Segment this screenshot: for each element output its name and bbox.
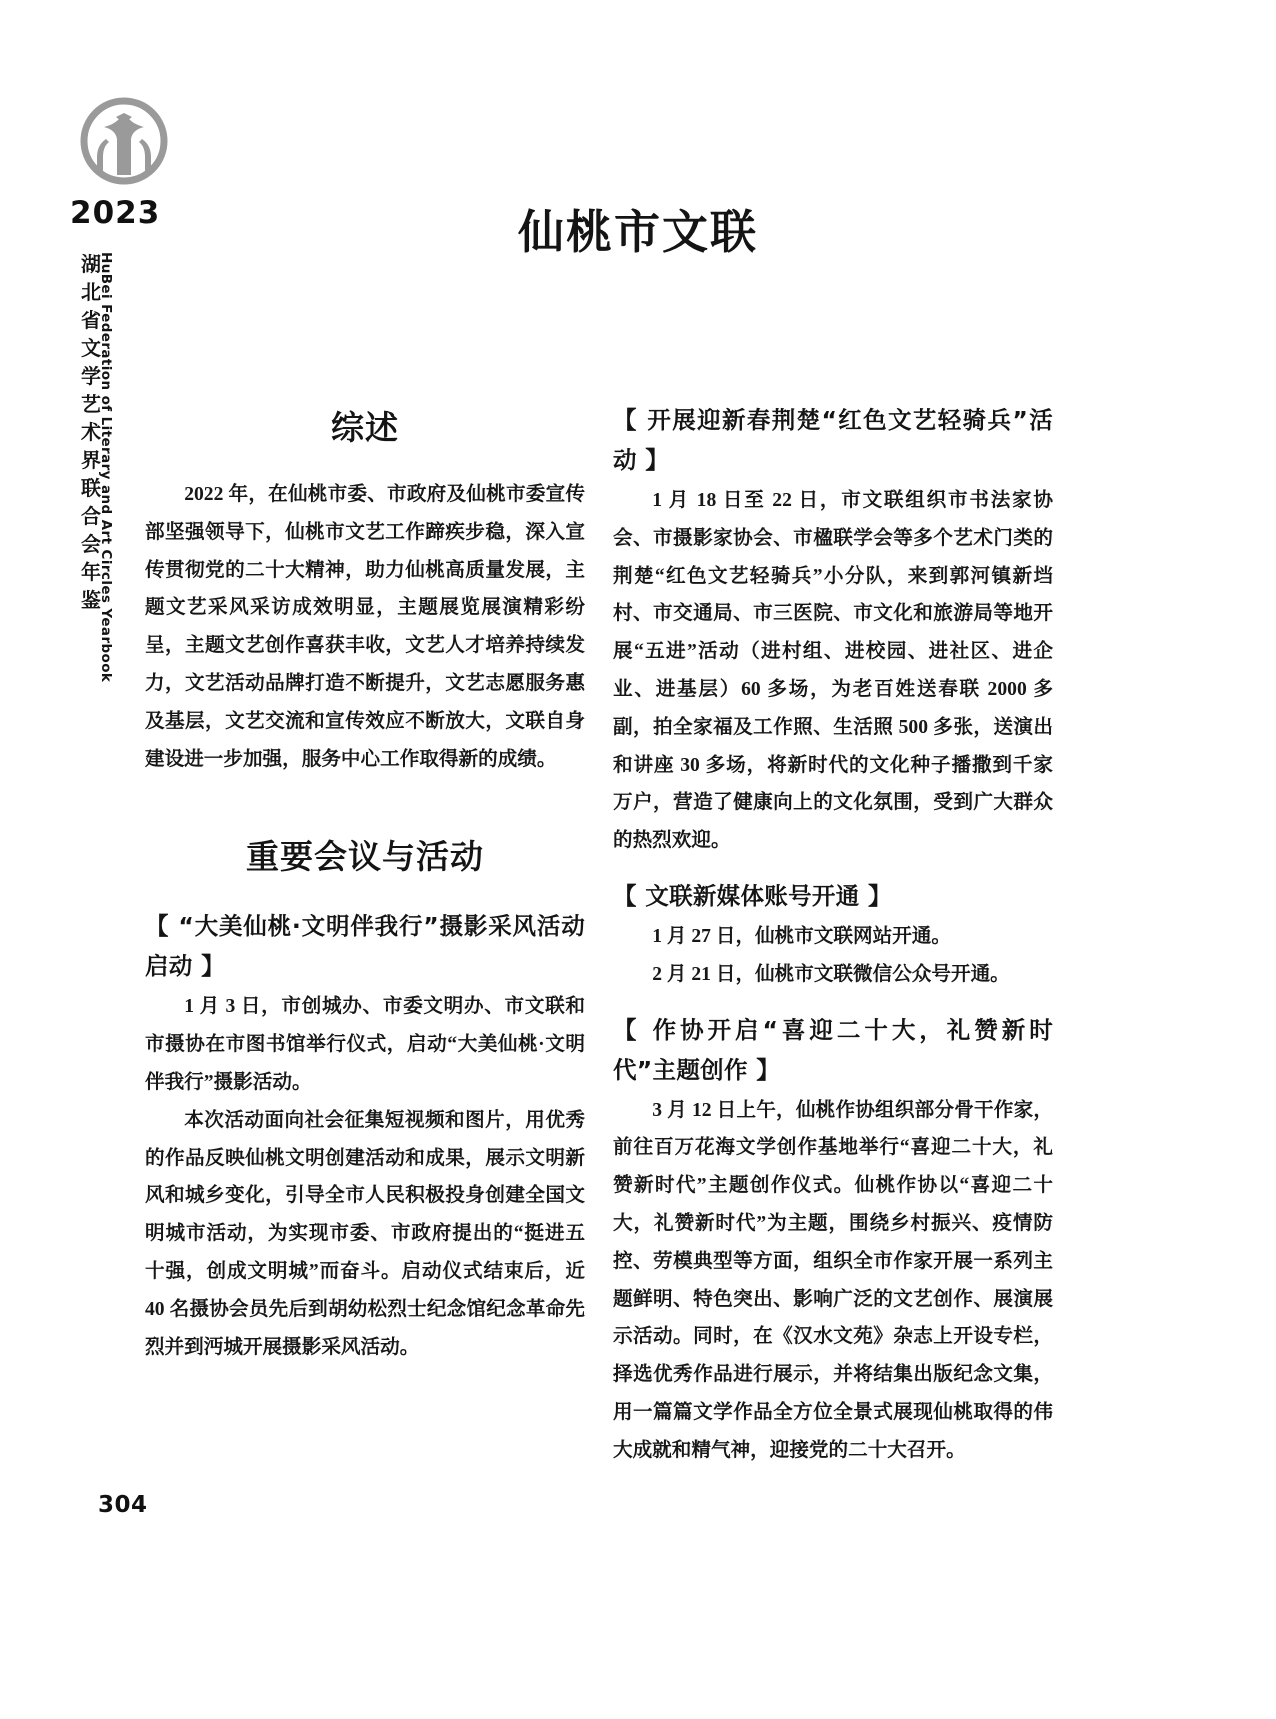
paragraph-photography-launch-1: 1 月 3 日，市创城办、市委文明办、市文联和市摄协在市图书馆举行仪式，启动“大美仙桃·文明伴我行”摄影活动。 bbox=[145, 996, 585, 1093]
right-column bbox=[613, 400, 1053, 1470]
page-number: 304 bbox=[98, 1492, 148, 1518]
subheading-new-media-accounts: 【 文联新媒体账号开通 】 bbox=[613, 881, 892, 910]
heading-meetings-activities: 重要会议与活动 bbox=[246, 837, 484, 877]
paragraph-writers-association-theme: 3 月 12 日上午，仙桃作协组织部分骨干作家，前往百万花海文学创作基地举行“喜迎二十大，礼赞新时代”主题创作仪式。仙桃作协以“喜迎二十大，礼赞新时代”为主题，围绕乡村振兴、疫情防控、劳模典型等方面，组织全市作家开展一系列主题鲜明、特色突出、影响广泛的文艺创作、展演展示活动。同时，在《汉水文苑》杂志上开设专栏，择选优秀作品进行展示，并将结集出版纪念文集，用一篇篇文学作品全方位全景式展现仙桃取得的伟大成就和精气神，迎接党的二十大召开。 bbox=[613, 1099, 1053, 1461]
spine-title-cn: 湖 北 省 文 学 艺 术 界 联 合 会 年 鉴 bbox=[81, 252, 101, 612]
subheading-photography-launch: 【 “大美仙桃·文明伴我行”摄影采风活动启动 】 bbox=[145, 912, 585, 981]
heading-overview: 综述 bbox=[331, 408, 399, 447]
subheading-writers-association-theme: 【 作协开启“喜迎二十大，礼赞新时代”主题创作 】 bbox=[613, 1015, 1053, 1084]
page-title: 仙桃市文联 bbox=[518, 205, 758, 259]
paragraph-overview: 2022 年，在仙桃市委、市政府及仙桃市委宣传部坚强领导下，仙桃市文艺工作蹄疾步稳，深入宣传贯彻党的二十大精神，助力仙桃高质量发展，主题文艺采风采访成效明显，主题展览展演精彩纷呈，主题文艺创作喜获丰收，文艺人才培养持续发力，文艺活动品牌打造不断提升，文艺志愿服务惠及基层，文艺交流和宣传效应不断放大，文联自身建设进一步加强，服务中心工作取得新的成绩。 bbox=[145, 484, 585, 770]
paragraph-new-media-website: 1 月 27 日，仙桃市文联网站开通。 bbox=[652, 925, 951, 947]
paragraph-new-media-wechat: 2 月 21 日，仙桃市文联微信公众号开通。 bbox=[652, 963, 1010, 985]
emblem-logo-icon bbox=[66, 95, 186, 190]
left-column bbox=[145, 400, 585, 1366]
edition-year: 2023 bbox=[70, 195, 161, 231]
subheading-red-art-cavalry: 【 开展迎新春荆楚“红色文艺轻骑兵”活动 】 bbox=[613, 406, 1053, 474]
paragraph-photography-launch-2: 本次活动面向社会征集短视频和图片，用优秀的作品反映仙桃文明创建活动和成果，展示文明新风和城乡变化，引导全市人民积极投身创建全国文明城市活动，为实现市委、市政府提出的“挺进五十强，创成文明城”而奋斗。启动仪式结束后，近 40 名摄协会员先后到胡幼松烈士纪念馆纪念革命先烈并到沔城开展摄影采风活动。 bbox=[145, 1109, 585, 1358]
spine-title-en: HuBei Federation of Literary and Art Circles Yearbook bbox=[98, 252, 114, 683]
paragraph-red-art-cavalry: 1 月 18 日至 22 日，市文联组织市书法家协会、市摄影家协会、市楹联学会等多个艺术门类的荆楚“红色文艺轻骑兵”小分队，来到郭河镇新垱村、市交通局、市三医院、市文化和旅游局等地开展“五进”活动（进村组、进校园、进社区、进企业、进基层）60 多场，为老百姓送春联 2000 多副，拍全家福及工作照、生活照 500 多张，送演出和讲座 30 多场，将新时代的文化种子播撒到千家万户，营造了健康向上的文化氛围，受到广大群众的热烈欢迎。 bbox=[613, 490, 1053, 852]
